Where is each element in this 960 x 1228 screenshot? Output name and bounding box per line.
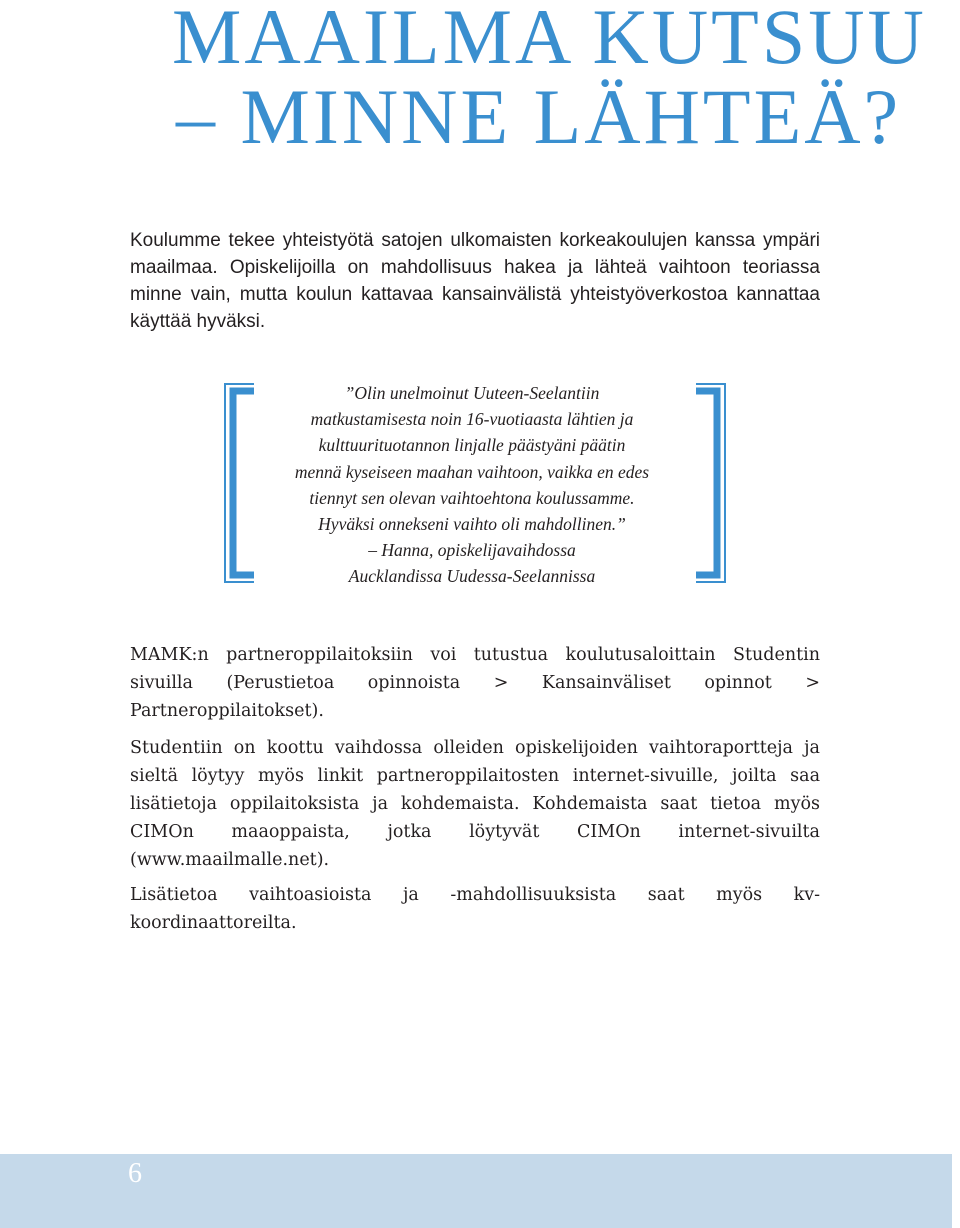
footer-band <box>0 1154 952 1228</box>
body-paragraph-contacts: Lisätietoa vaihtoasioista ja -mahdollisuuksista saat myös kv-koordinaattoreilta. <box>130 885 820 933</box>
quote-attribution: – Hanna, opiskelijavaihdossa <box>368 540 576 561</box>
testimonial-quote <box>262 380 682 590</box>
page-number: 6 <box>128 1158 142 1189</box>
quote-line: ”Olin unelmoinut Uuteen-Seelantiin <box>344 383 600 403</box>
quote-line: kulttuurituotannon linjalle päästyäni päätin <box>318 435 626 456</box>
intro-paragraph: Koulumme tekee yhteistyötä satojen ulkomaisten korkeakoulujen kanssa ympäri maailmaa. Opiskelijoilla on mahdollisuus hakea ja lähteä vaihtoon teoriassa minne vain, mutta koulun kattavaa kansainvälistä yhteistyöverkostoa kannattaa käyttää hyväksi. <box>130 230 820 332</box>
quote-line: matkustamisesta noin 16-vuotiaasta lähtien ja <box>310 409 634 430</box>
page-title-line-1: MAAILMA KUTSUU <box>172 0 927 80</box>
right-bracket-icon <box>694 383 726 583</box>
left-bracket-icon <box>224 383 256 583</box>
quote-attribution-location: Aucklandissa Uudessa-Seelannissa <box>348 566 596 587</box>
quote-line: mennä kyseiseen maahan vaihtoon, vaikka en edes <box>294 461 650 482</box>
page-title-line-2: – MINNE LÄHTEÄ? <box>176 73 902 160</box>
quote-line: tiennyt sen olevan vaihtoehtona koulussamme. <box>309 487 635 508</box>
quote-line: Hyväksi onnekseni vaihto oli mahdollinen.” <box>318 514 626 535</box>
body-paragraph-student: Studentiin on koottu vaihdossa olleiden opiskelijoiden vaihtoraportteja ja sieltä löytyy myös linkit partneroppilaitosten internet-sivuille, joilta saa lisätietoja oppilaitoksista ja kohdemaista. Kohdemaista saat tietoa myös CIMOn maaoppaista, jotka löytyvät CIMOn internet-sivuilta (www.maailmalle.net). <box>130 738 820 870</box>
body-paragraph-partners: MAMK:n partneroppilaitoksiin voi tutustua koulutusaloittain Studentin sivuilla (Perustietoa opinnoista > Kansainväliset opinnot > Partneroppilaitokset). <box>130 645 820 721</box>
